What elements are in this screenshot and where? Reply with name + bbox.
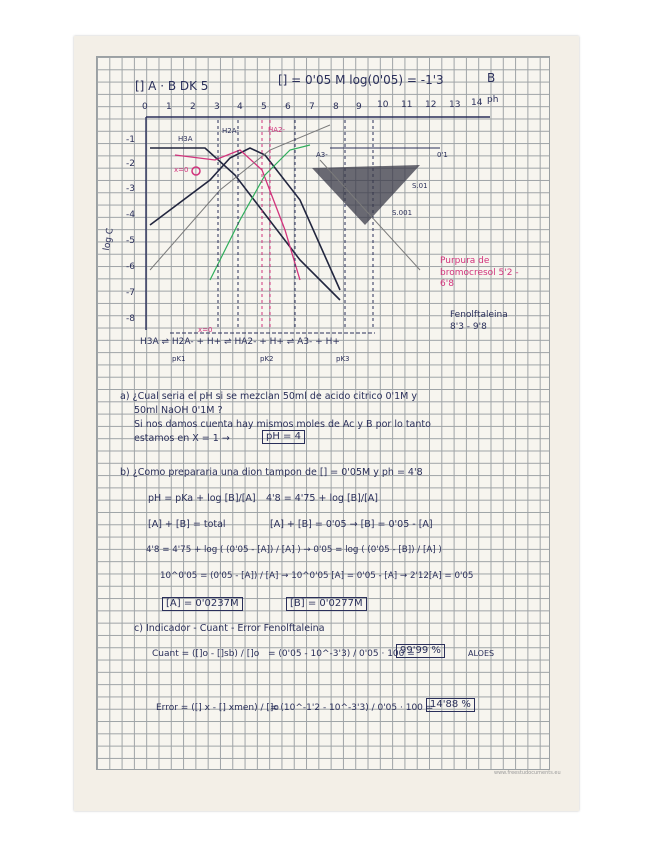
cuant-tail: ALOES	[468, 649, 495, 658]
indicator-note: Purpura de bromocresol 5'2 - 6'8	[440, 256, 519, 290]
x-tick: 1	[166, 102, 172, 112]
x-tick: 12	[425, 100, 437, 110]
species-label: H2A-	[222, 127, 239, 135]
x-tick: 11	[401, 100, 413, 110]
watermark: www.freestudocuments.eu	[494, 770, 561, 776]
pk-label: pK1	[172, 355, 186, 363]
x-tick: 13	[449, 100, 461, 110]
part-b-eq2: [A] + [B] = total	[148, 519, 226, 530]
part-b-answer-b: [B] = 0'0277M	[286, 597, 367, 611]
header-right-mark: B	[487, 71, 496, 85]
y-tick: -6	[126, 262, 135, 272]
x-tick: 9	[356, 102, 362, 112]
x-tick: 4	[237, 102, 243, 112]
x-tick: 3	[214, 102, 220, 112]
y-tick: -5	[126, 236, 135, 246]
cuant-formula: Cuant = ([]o - []sb) / []o	[152, 649, 260, 659]
cuant-answer: 99'99 %	[396, 644, 445, 658]
y-axis-label: log C	[102, 227, 116, 252]
species-label: HA2-	[268, 126, 286, 134]
x-tick: 7	[309, 102, 315, 112]
x-tick: 8	[333, 102, 339, 112]
part-b-eq2b: [A] + [B] = 0'05 → [B] = 0'05 - [A]	[270, 519, 433, 530]
pk-label: pK2	[260, 355, 274, 363]
x-axis-label: ph	[487, 95, 499, 105]
header-label: [] A · B DK 5	[135, 79, 209, 93]
x-zero-mark-bottom: x=0	[198, 326, 213, 334]
x-tick: 2	[190, 102, 196, 112]
error-formula: Error = ([] x - [] xmen) / []o	[156, 703, 279, 713]
part-b-eq1b: 4'8 = 4'75 + log [B]/[A]	[266, 493, 378, 504]
part-a-line1: a) ¿Cual seria el pH si se mezclan 50ml de acido citrico 0'1M y	[120, 391, 418, 402]
x-tick: 0	[142, 102, 148, 112]
part-b-line1: b) ¿Como prepararia una dion tampon de [] = 0'05M y ph = 4'8	[120, 467, 423, 478]
part-a-answer: pH = 4	[262, 430, 305, 444]
species-label: H3A	[178, 135, 193, 143]
y-tick: -2	[126, 159, 135, 169]
y-tick: -4	[126, 210, 135, 220]
x-tick: 14	[471, 98, 483, 108]
part-c-line1: c) Indicador - Cuant - Error Fenolftaleina	[134, 623, 325, 634]
error-answer: 14'88 %	[426, 698, 475, 712]
part-a-line2: 50ml NaOH 0'1M ?	[134, 405, 223, 416]
y-tick: -7	[126, 288, 135, 298]
part-b-answer-a: [A] = 0'0237M	[162, 597, 243, 611]
part-b-eq1: pH = pKa + log [B]/[A]	[148, 493, 256, 504]
error-calculation: = (10^-1'2 - 10^-3'3) / 0'05 · 100 =	[270, 703, 434, 713]
right-mark: 0'1	[437, 151, 448, 159]
indicator-note-2: Fenolftaleina 8'3 - 9'8	[450, 310, 508, 332]
part-a-line3: Si nos damos cuenta hay mismos moles de Ac y B por lo tanto	[134, 419, 431, 430]
y-tick: -1	[126, 135, 135, 145]
part-a-line4: estamos en X = 1 →	[134, 433, 230, 444]
species-label: A3-	[316, 151, 328, 159]
y-tick: -3	[126, 184, 135, 194]
right-mark: S.01	[412, 182, 428, 190]
part-b-eq3: 4'8 = 4'75 + log ( (0'05 - [A]) / [A] ) → 0'05 = log ( (0'05 - [B]) / [A] )	[146, 545, 442, 555]
x-tick: 5	[261, 102, 267, 112]
x-tick: 6	[285, 102, 291, 112]
right-mark: S.001	[392, 209, 413, 217]
cuant-calculation: = (0'05 - 10^-3'3) / 0'05 · 100 =	[268, 649, 415, 659]
part-b-eq4: 10^0'05 = (0'05 - [A]) / [A] → 10^0'05 [A] = 0'05 - [A] → 2'12[A] = 0'05	[160, 571, 474, 581]
y-tick: -8	[126, 314, 135, 324]
pk-label: pK3	[336, 355, 350, 363]
x-zero-mark: x=0	[174, 166, 189, 174]
equilibrium-equation: H3A ⇌ H2A- + H+ ⇌ HA2- + H+ ⇌ A3- + H+	[140, 337, 340, 347]
x-tick: 10	[377, 100, 389, 110]
concentration-note: [] = 0'05 M log(0'05) = -1'3	[278, 73, 444, 87]
